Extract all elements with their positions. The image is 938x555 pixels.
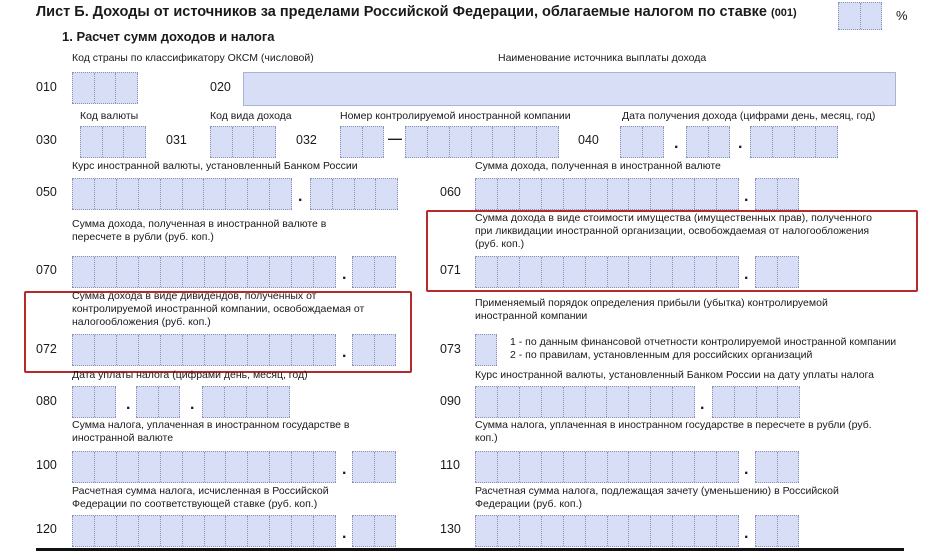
label-073-line1: Применяемый порядок определения прибыли (убытка) контролируемой [475, 297, 828, 309]
number-dash: — [388, 130, 402, 146]
code-071: 071 [440, 263, 461, 277]
offset-tax-rub-field[interactable] [475, 515, 739, 547]
payment-rate-int-field[interactable] [475, 386, 695, 418]
offset-tax-kop-field[interactable] [755, 515, 799, 547]
foreign-tax-cur-kop-field[interactable] [352, 451, 396, 483]
code-040: 040 [578, 133, 599, 147]
date-dot: . [674, 135, 679, 152]
foreign-income-rub-field[interactable] [475, 178, 739, 210]
profit-method-field[interactable] [475, 334, 497, 366]
code-020: 020 [210, 80, 231, 94]
code-031: 031 [166, 133, 187, 147]
company-number-a-field[interactable] [340, 126, 384, 158]
payment-rate-frac-field[interactable] [712, 386, 800, 418]
code-090: 090 [440, 394, 461, 408]
decimal-dot: . [744, 525, 749, 542]
decimal-dot: . [342, 461, 347, 478]
title-code: (001) [771, 7, 797, 19]
calc-tax-kop-field[interactable] [352, 515, 396, 547]
percent-sign: % [896, 8, 908, 23]
option-073-1: 1 - по данным финансовой отчетности контролируемой иностранной компании [510, 336, 897, 348]
liquidation-income-rub-field[interactable] [475, 256, 739, 288]
code-080: 080 [36, 394, 57, 408]
income-date-day-field[interactable] [620, 126, 664, 158]
code-030: 030 [36, 133, 57, 147]
date-dot: . [190, 396, 195, 413]
currency-code-field[interactable] [80, 126, 146, 158]
code-073: 073 [440, 342, 461, 356]
label-120-line2: Федерации по соответствующей ставке (руб. коп.) [72, 498, 318, 510]
income-date-year-field[interactable] [750, 126, 838, 158]
code-032: 032 [296, 133, 317, 147]
code-010: 010 [36, 80, 57, 94]
code-130: 130 [440, 522, 461, 536]
exchange-rate-int-field[interactable] [72, 178, 292, 210]
source-name-field[interactable] [243, 72, 896, 106]
code-060: 060 [440, 185, 461, 199]
liquidation-income-kop-field[interactable] [755, 256, 799, 288]
decimal-dot: . [700, 396, 705, 413]
label-120-line1: Расчетная сумма налога, исчисленная в Российской [72, 485, 329, 497]
foreign-tax-rub-kop-field[interactable] [755, 451, 799, 483]
label-010: Код страны по классификатору ОКСМ (числовой) [72, 52, 314, 64]
exchange-rate-frac-field[interactable] [310, 178, 398, 210]
foreign-tax-rub-field[interactable] [475, 451, 739, 483]
company-number-b-field[interactable] [405, 126, 559, 158]
foreign-tax-cur-field[interactable] [72, 451, 336, 483]
decimal-dot: . [298, 188, 303, 205]
payment-date-day-field[interactable] [72, 386, 116, 418]
label-100-line2: иностранной валюте [72, 432, 174, 444]
label-110-line2: коп.) [475, 432, 498, 444]
income-type-field[interactable] [210, 126, 276, 158]
label-031: Код вида дохода [210, 110, 292, 122]
payment-date-year-field[interactable] [202, 386, 290, 418]
decimal-dot: . [342, 266, 347, 283]
decimal-dot: . [342, 344, 347, 361]
label-080: Дата уплаты налога (цифрами день, месяц, год) [72, 369, 308, 381]
code-110: 110 [440, 458, 460, 472]
label-073-line2: иностранной компании [475, 310, 588, 322]
decimal-dot: . [744, 461, 749, 478]
dividend-income-rub-field[interactable] [72, 334, 336, 366]
dividend-income-kop-field[interactable] [352, 334, 396, 366]
code-100: 100 [36, 458, 57, 472]
income-date-month-field[interactable] [686, 126, 730, 158]
code-050: 050 [36, 185, 57, 199]
label-072-line2: контролируемой иностранной компании, освобождаемая от [72, 303, 365, 315]
code-072: 072 [36, 342, 57, 356]
decimal-dot: . [342, 525, 347, 542]
label-072-line1: Сумма дохода в виде дивидендов, полученных от [72, 290, 317, 302]
label-071-line1: Сумма дохода в виде стоимости имущества (имущественных прав), полученного [475, 212, 872, 224]
label-032: Номер контролируемой иностранной компании [340, 110, 571, 122]
page-title: Лист Б. Доходы от источников за пределами Российской Федерации, облагаемые налогом по ставке (001) [36, 4, 797, 20]
foreign-income-kop-field[interactable] [755, 178, 799, 210]
decimal-dot: . [744, 188, 749, 205]
label-100-line1: Сумма налога, уплаченная в иностранном государстве в [72, 419, 350, 431]
label-072-line3: налогообложения (руб. коп.) [72, 316, 211, 328]
label-071-line3: (руб. коп.) [475, 238, 525, 250]
label-040: Дата получения дохода (цифрами день, месяц, год) [622, 110, 876, 122]
code-120: 120 [36, 522, 57, 536]
tax-rate-field[interactable] [838, 2, 882, 30]
label-090: Курс иностранной валюты, установленный Банком России на дату уплаты налога [475, 369, 874, 381]
label-020: Наименование источника выплаты дохода [498, 52, 707, 64]
label-070-line1: Сумма дохода, полученная в иностранной валюте в [72, 218, 327, 230]
label-030: Код валюты [80, 110, 139, 122]
label-070-line2: пересчете в рубли (руб. коп.) [72, 231, 214, 243]
payment-date-month-field[interactable] [136, 386, 180, 418]
label-130-line1: Расчетная сумма налога, подлежащая зачету (уменьшению) в Российской [475, 485, 839, 497]
option-073-2: 2 - по правилам, установленным для российских организаций [510, 349, 813, 361]
income-kop-field[interactable] [352, 256, 396, 288]
label-130-line2: Федерации (руб. коп.) [475, 498, 582, 510]
section-title: 1. Расчет сумм доходов и налога [62, 29, 275, 44]
country-code-field[interactable] [72, 72, 138, 104]
label-060: Сумма дохода, полученная в иностранной валюте [475, 160, 721, 172]
income-rub-field[interactable] [72, 256, 336, 288]
label-110-line1: Сумма налога, уплаченная в иностранном государстве в пересчете в рубли (руб. [475, 419, 872, 431]
code-070: 070 [36, 263, 57, 277]
date-dot: . [738, 135, 743, 152]
bottom-rule [36, 548, 904, 551]
calc-tax-rub-field[interactable] [72, 515, 336, 547]
decimal-dot: . [744, 266, 749, 283]
label-071-line2: при ликвидации иностранной организации, освобождаемая от налогообложения [475, 225, 870, 237]
date-dot: . [126, 396, 131, 413]
label-050: Курс иностранной валюты, установленный Банком России [72, 160, 358, 172]
